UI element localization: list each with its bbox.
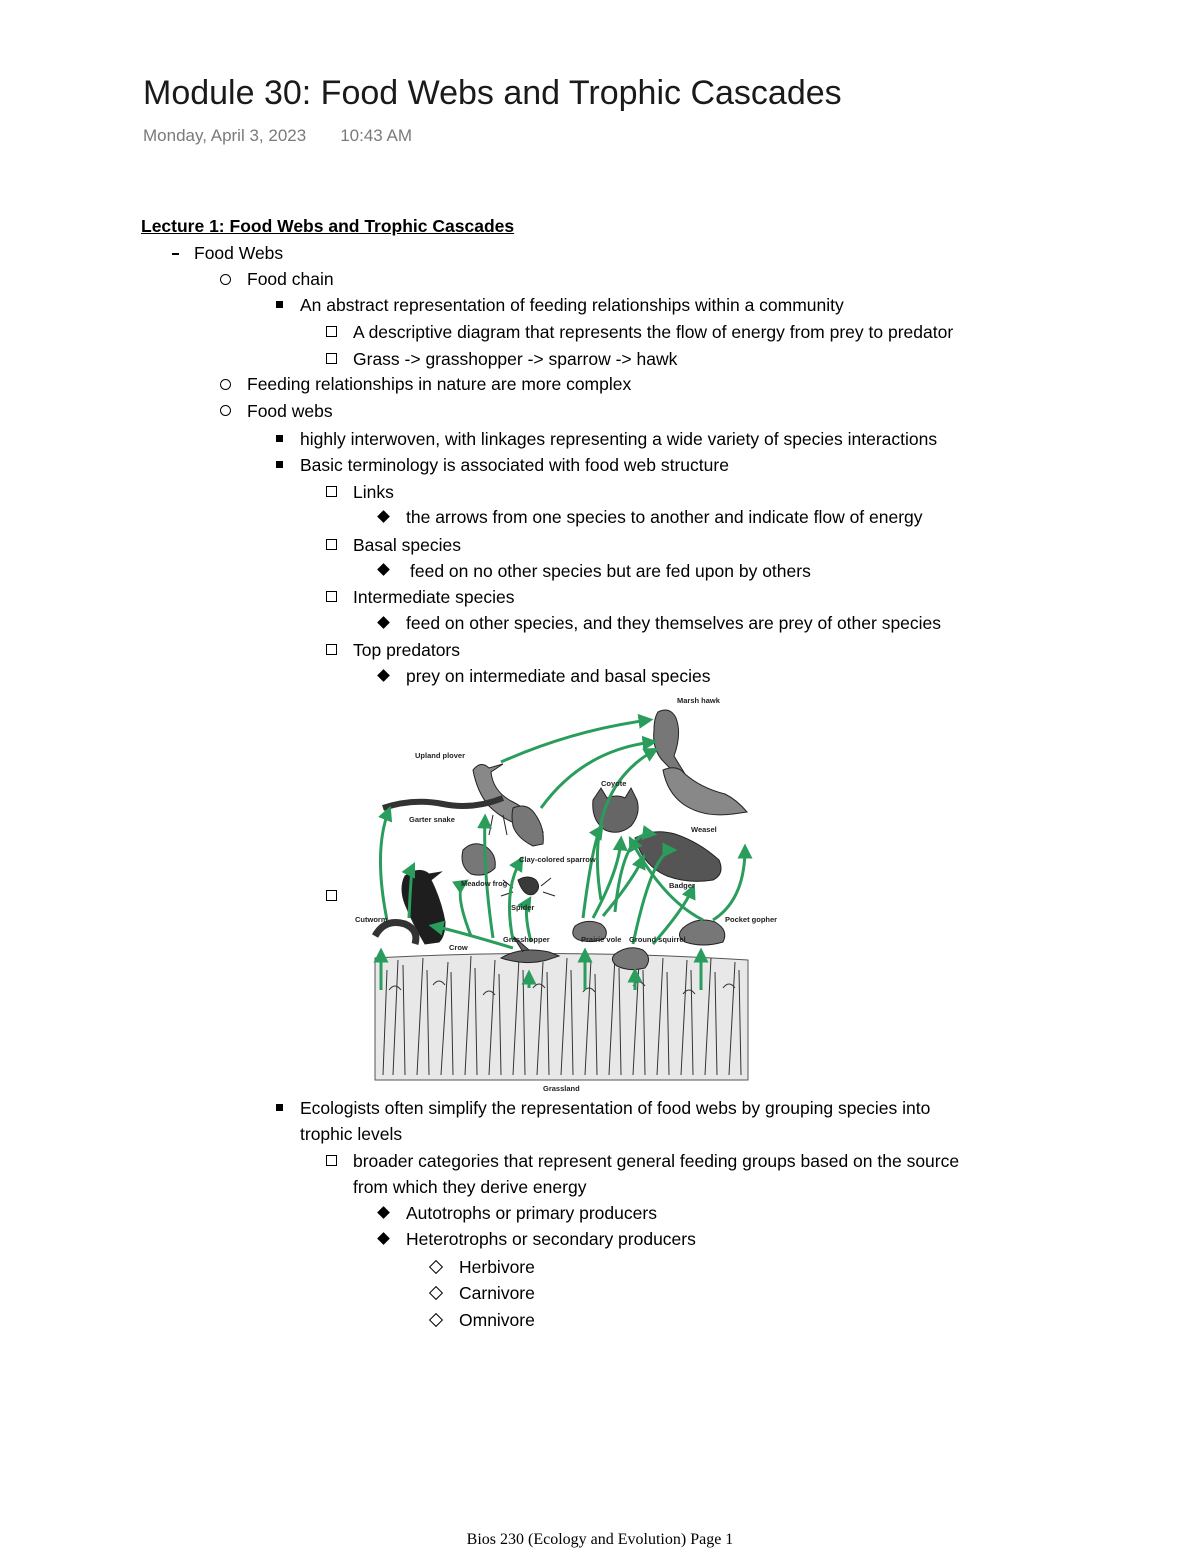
- outline-item: highly interwoven, with linkages representing a wide variety of species interactions: [300, 429, 938, 449]
- outline-item: Basal species: [353, 535, 461, 555]
- bullet-hollow-square: [326, 353, 337, 364]
- outline-item: Intermediate species: [353, 587, 515, 607]
- bullet-hollow-square: [326, 890, 337, 901]
- figure-label-badger: Badger: [669, 881, 695, 890]
- outline-item: feed on other species, and they themselves are prey of other species: [406, 613, 942, 633]
- bullet-diamond: [377, 669, 390, 682]
- bullet-diamond: [377, 510, 390, 523]
- outline-item: Feeding relationships in nature are more complex: [247, 374, 632, 394]
- page-title: Module 30: Food Webs and Trophic Cascades: [143, 74, 842, 112]
- outline-item: Omnivore: [459, 1310, 535, 1330]
- outline-item: A descriptive diagram that represents the flow of energy from prey to predator: [353, 322, 954, 342]
- bullet-dash: [172, 253, 179, 255]
- outline-item: Food Webs: [194, 243, 284, 263]
- figure-label-grassland: Grassland: [543, 1084, 580, 1093]
- figure-label-spider: Spider: [511, 903, 535, 912]
- bullet-square: [276, 301, 283, 308]
- figure-label-meadow-frog: Meadow frog: [461, 879, 508, 888]
- figure-label-crow: Crow: [449, 943, 468, 952]
- outline-item: Links: [353, 482, 394, 502]
- bullet-circle: [220, 405, 231, 416]
- outline-item: Basic terminology is associated with food web structure: [300, 455, 729, 475]
- outline-item: Food chain: [247, 269, 334, 289]
- outline-item: Top predators: [353, 640, 461, 660]
- bullet-hollow-diamond: [429, 1286, 443, 1300]
- figure-label-garter-snake: Garter snake: [409, 815, 455, 824]
- bullet-diamond: [377, 563, 390, 576]
- outline-item: Ecologists often simplify the representation of food webs by grouping species into: [300, 1098, 931, 1118]
- figure-label-ground-squirrel: Ground squirrel: [629, 935, 686, 944]
- figure-label-coyote: Coyote: [601, 779, 627, 788]
- page-meta: [143, 126, 412, 146]
- figure-label-grasshopper: Grasshopper: [503, 935, 550, 944]
- outline-item: trophic levels: [300, 1124, 403, 1144]
- animal-illustrations: [375, 710, 747, 970]
- outline-item: Heterotrophs or secondary producers: [406, 1229, 696, 1249]
- bullet-hollow-diamond: [429, 1260, 443, 1274]
- bullet-hollow-square: [326, 644, 337, 655]
- outline-item: the arrows from one species to another and indicate flow of energy: [406, 507, 923, 527]
- bullet-square: [276, 1104, 283, 1111]
- bullet-square: [276, 435, 283, 442]
- bullet-diamond: [377, 1206, 390, 1219]
- outline-item: Grass -> grasshopper -> sparrow -> hawk: [353, 349, 678, 369]
- bullet-hollow-square: [326, 326, 337, 337]
- bullet-hollow-square: [326, 539, 337, 550]
- outline-item: Autotrophs or primary producers: [406, 1203, 657, 1223]
- food-web-figure: [353, 690, 778, 1095]
- figure-label-prairie-vole: Prairie vole: [581, 935, 622, 944]
- outline-item: Carnivore: [459, 1283, 535, 1303]
- outline-item: prey on intermediate and basal species: [406, 666, 711, 686]
- outline-item: Herbivore: [459, 1257, 535, 1277]
- page-date: Monday, April 3, 2023: [143, 126, 307, 145]
- bullet-diamond: [377, 1232, 390, 1245]
- bullet-circle: [220, 274, 231, 285]
- figure-label-clay-colored-sparrow: Clay-colored sparrow: [519, 855, 596, 864]
- bullet-circle: [220, 379, 231, 390]
- outline-item: feed on no other species but are fed upon by others: [410, 561, 811, 581]
- outline-item: from which they derive energy: [353, 1177, 587, 1197]
- figure-label-marsh-hawk: Marsh hawk: [677, 696, 720, 705]
- page-footer: Bios 230 (Ecology and Evolution) Page 1: [466, 1531, 734, 1548]
- bullet-hollow-diamond: [429, 1313, 443, 1327]
- figure-label-pocket-gopher: Pocket gopher: [725, 915, 778, 924]
- grassland-illustration: [375, 953, 748, 1080]
- outline-item: broader categories that represent general feeding groups based on the source: [353, 1151, 960, 1171]
- outline-item: Food webs: [247, 401, 333, 421]
- bullet-hollow-square: [326, 1155, 337, 1166]
- figure-label-weasel: Weasel: [691, 825, 717, 834]
- bullet-hollow-square: [326, 591, 337, 602]
- bullet-hollow-square: [326, 486, 337, 497]
- outline-item: An abstract representation of feeding relationships within a community: [300, 295, 844, 315]
- bullet-square: [276, 461, 283, 468]
- figure-label-cutworm: Cutworm: [355, 915, 388, 924]
- figure-label-upland-plover: Upland plover: [415, 751, 466, 760]
- section-heading: Lecture 1: Food Webs and Trophic Cascades: [141, 216, 515, 236]
- bullet-diamond: [377, 616, 390, 629]
- page-time: 10:43 AM: [340, 126, 413, 145]
